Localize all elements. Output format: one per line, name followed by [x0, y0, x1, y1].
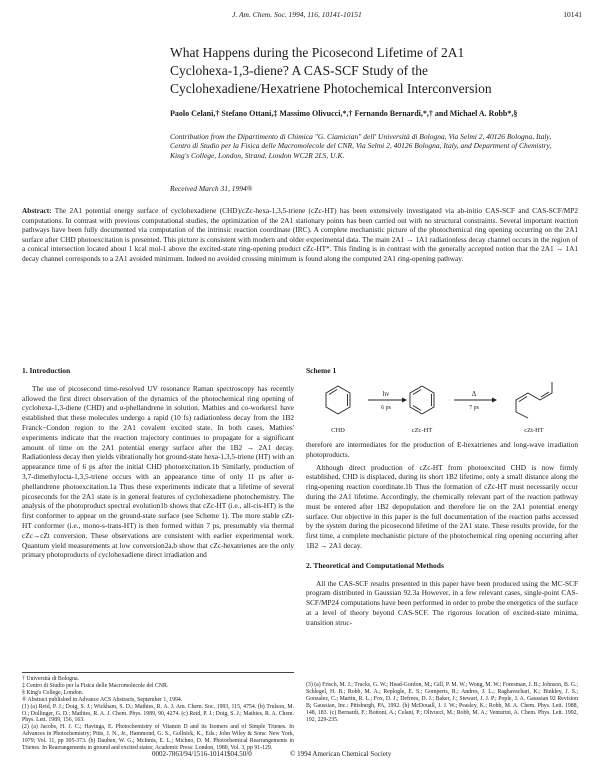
footnotes-right [306, 682, 578, 723]
footnote: (3) (a) Frisch, M. J.; Trucks, G. W.; Head-Gordon, M.; Gill, P. M. W.; Wong, M. W.; Foresman, J. B.; Johnson, B. G.; Schlegel, H. B.; Robb, M. A.; Replogle, E. S.; Gomperts, R.; Andres, J. L.; Raghavachari, K.; Binkley, J. S.; Gonzalez, C.; Martin, R. L.; Fox, D. J.; Defrees, D. J.; Baker, J.; Stewart, J. J. P.; Pople, J. A. Gaussian 92 Revision B; Gaussian, Inc.: Pittsburgh, PA, 1992. (b) McDouall, J. J. W.; Peasley, K.; Robb, M. A. Chem. Phys. Lett. 1988, 148, 183. (c) Bernardi, F.; Bottoni, A.; Celani, P.; Olivucci, M.; Robb, M. A.; Venturini, A. Chem. Phys. Lett. 1992, 192, 229-235. [306, 682, 578, 723]
photo-arrow [368, 398, 407, 403]
copyright: © 1994 American Chemical Society [290, 750, 392, 758]
article-code: 0002-7863/94/1516-10141$04.50/0 [152, 750, 252, 758]
abstract [22, 206, 578, 264]
author-list: Paolo Celani,† Stefano Ottani,‡ Massimo Olivucci,*,† Fernando Bernardi,*,† and Michael A. Robb*,§ [170, 109, 518, 118]
thermal-arrow [454, 398, 497, 403]
received-date: Received March 31, 1994® [170, 184, 253, 193]
body-paragraph: The use of picosecond time-resolved UV resonance Raman spectroscopy has recently allowed the first direct observation of the dynamics of the photochemical ring opening of cyclohexa-1,3-diene (CHD) and α-phellandrene in solution. Mathies and co-workers1 have established that these molecules undergo a rapid (10 fs) radiationless decay from the 1B2 Franck−Condon region to the 2A1 covalent excited state. In both cases, Mathies' experiments indicate that the reaction trajectory continues to propagate for a significant amount of time on the 2A1 potential energy surface after the 1B2 → 2A1 decay. Radiationless decay then yields vibrationally hot ground-state hexa-1,3,5-triene (HT) with an appearance time of 6 ps after the initial CHD photoexcitation.1b Similarly, production of 3,7-dimethylocta-1,3,5-triene occurs with an appearance time of only 11 ps after α-phellandrene photoexcitation.1a Thus these experiments indicate that a lifetime of several picoseconds for the 2A1 state is in general features of cyclohexadiene photochemistry. The analysis of the photoproduct spectral evolution1b shows that cZc-HT (i.e., all-cis-HT) is the first conformer to appear on the ground-state surface (see Scheme 1). The more stable cZt-HT conformer (i.e., mono-s-trans-HT) is then formed within 7 ps, presumably via thermal cZc→cZt conversion. These observations are consistent with earlier experimental work. Quantum yield measurements at low conversion2a,b show that cZc-hexatrienes are the only primary photoproducts of cyclohexadiene direct irradiation and [22, 383, 294, 560]
affiliations: Contribution from the Dipartimento di Chimica "G. Ciamician" dell' Università di Bologna, Via Selmi 2, 40126 Bologna, Italy, Centro di Studio per la Fisica delle Macromolecole del CNR, Via Selmi 2, 40126 Bologna, Italy, and Department of Chemistry, King's College, London, Strand, London WC2R 2LS, U.K. [170, 132, 552, 160]
arrow1-bottom-label: 6 ps [381, 405, 391, 411]
scheme-label: Scheme 1 [306, 366, 337, 375]
section-heading-methods: 2. Theoretical and Computational Methods [306, 560, 444, 570]
arrow2-bottom-label: 7 ps [469, 405, 479, 411]
footnotes-left [22, 672, 294, 752]
czt-ht-molecule [516, 382, 552, 418]
running-header [22, 10, 582, 22]
czc-ht-molecule [410, 386, 434, 414]
footnote: (1) (a) Reid, P. J.; Doig, S. J.; Wickham, S. D.; Mathies, R. A. J. Am. Chem. Soc. 1993, 115, 4754. (b) Trulson, M. O.; Dollinger, G. D.; Mathies, R. A. J. Chem. Phys. 1989, 90, 4274. (c) Reid, P. J.; Doig, S. J.; Mathies, R. A. Chem. Phys. Lett. 1989, 156, 163. [22, 703, 294, 724]
footnote: † Università di Bologna. [22, 676, 79, 682]
abstract-text: The 2A1 potential energy surface of cyclohexadiene (CHD)/cZc-hexa-1,3,5-triene (cZc-HT) has been extensively investigated via ab-initio CAS-SCF and CAS-SCF/MP2 computations. In contrast with previous computational studies, the optimization of the 2A1 stationary points has been carried out with no structural constraints. Several important reaction pathways have been fully documented via computation of the intrinsic reaction coordinate (IRC). A complete mechanistic picture of the photochemical ring opening occurring on the 2A1 surface after CHD photoexcitation is presented. This picture is consistent with modern and older experimental data. The main 2A1 → 1A1 radiationless decay channel occurs in the region of a conical intersection located about 1 kcal mol-1 above the excited-state ring-opening product cZc-HT*. This finding is in contrast with the generally accepted notion that the 2A1 → 1A1 decay channel corresponds to a 2A1 avoided minimum. Indeed no avoided crossing minimum is found along the computed 2A1 ring-opening pathway. [22, 206, 578, 263]
section-heading-introduction: 1. Introduction [22, 366, 71, 375]
abstract-label: Abstract: [22, 206, 52, 215]
body-paragraph: All the CAS-SCF results presented in this paper have been produced using the MC-SCF program distributed in Gaussian 92.3a However, in a few relevant cases, single-point CAS-SCF/MP24 computations have been performed in order to probe the energetics of the surface at a level of theory beyond CAS-SCF. The rigorous location of excited-state minima, transition struc- [306, 578, 578, 627]
left-column [22, 366, 294, 563]
page-footer [0, 750, 600, 760]
footnote: ‡ Centro di Studio per la Fisica delle Macromolecole del CNR. [22, 682, 169, 689]
chd-molecule [326, 386, 350, 414]
footnote: ® Abstract published in Advance ACS Abstracts, September 1, 1994. [22, 696, 183, 703]
paper-title: What Happens during the Picosecond Lifetime of 2A1 Cyclohexa-1,3-diene? A CAS-SCF Study of the Cyclohexadiene/Hexatriene Photochemical Interconversion [170, 45, 492, 96]
reaction-scheme [306, 378, 578, 438]
czc-ht-label: cZc-HT [411, 427, 433, 434]
footnote: § King's College, London. [22, 689, 84, 696]
czt-ht-label: cZt-HT [524, 427, 544, 434]
right-column [306, 440, 578, 631]
body-paragraph: therefore are intermediates for the production of E-hexatrienes and long-wave irradiation photoproducts. [306, 440, 578, 459]
arrow1-top-label: hν [382, 390, 390, 398]
footnote: (2) (a) Jacobs, H. J. C.; Havinga, E. Photochemistry of Vitamin D and its Isomers and of Simple Trienes. In Advances in Photochemistry; Pitts, J. N., Jr., Hammond, G. S., Gollnick, K., Eds.; John Wiley & Sons: New York, 1979; Vol. 11, pp 305-373. (b) Dauben, W. G.; McInnis, E. L.; Michno, D. M. Photochemical Rearrangements in Trienes. In Rearrangements in ground and excited states; Academic Press: London, 1980, Vol. 3, pp 91-129. [22, 724, 294, 752]
chd-label: CHD [331, 427, 345, 434]
arrow2-top-label: Δ [471, 390, 477, 398]
body-paragraph: Although direct production of cZc-HT from photoexcited CHD is now firmly established, CHD is displaced, during its short 1B2 lifetime, only a small distance along the ring-opening reaction coordinate.1b Thus the formation of cZc-HT must necessarily occur during the 2A1 lifetime. Accordingly, the chemically relevant part of the reaction pathway must be entered after 1B2 depopulation and therefore lie on the 2A1 potential energy surface. Our objective in this paper is the full documentation of the reaction paths accessed by the system during the picosecond lifetime of the 2A1 state. These results provide, for the first time, a complete mechanistic picture of the photochemical ring opening occurring after 1B2 → 2A1 decay. [306, 462, 578, 550]
page-number: 10141 [563, 10, 582, 19]
journal-citation: J. Am. Chem. Soc. 1994, 116, 10141-10151 [232, 10, 362, 19]
